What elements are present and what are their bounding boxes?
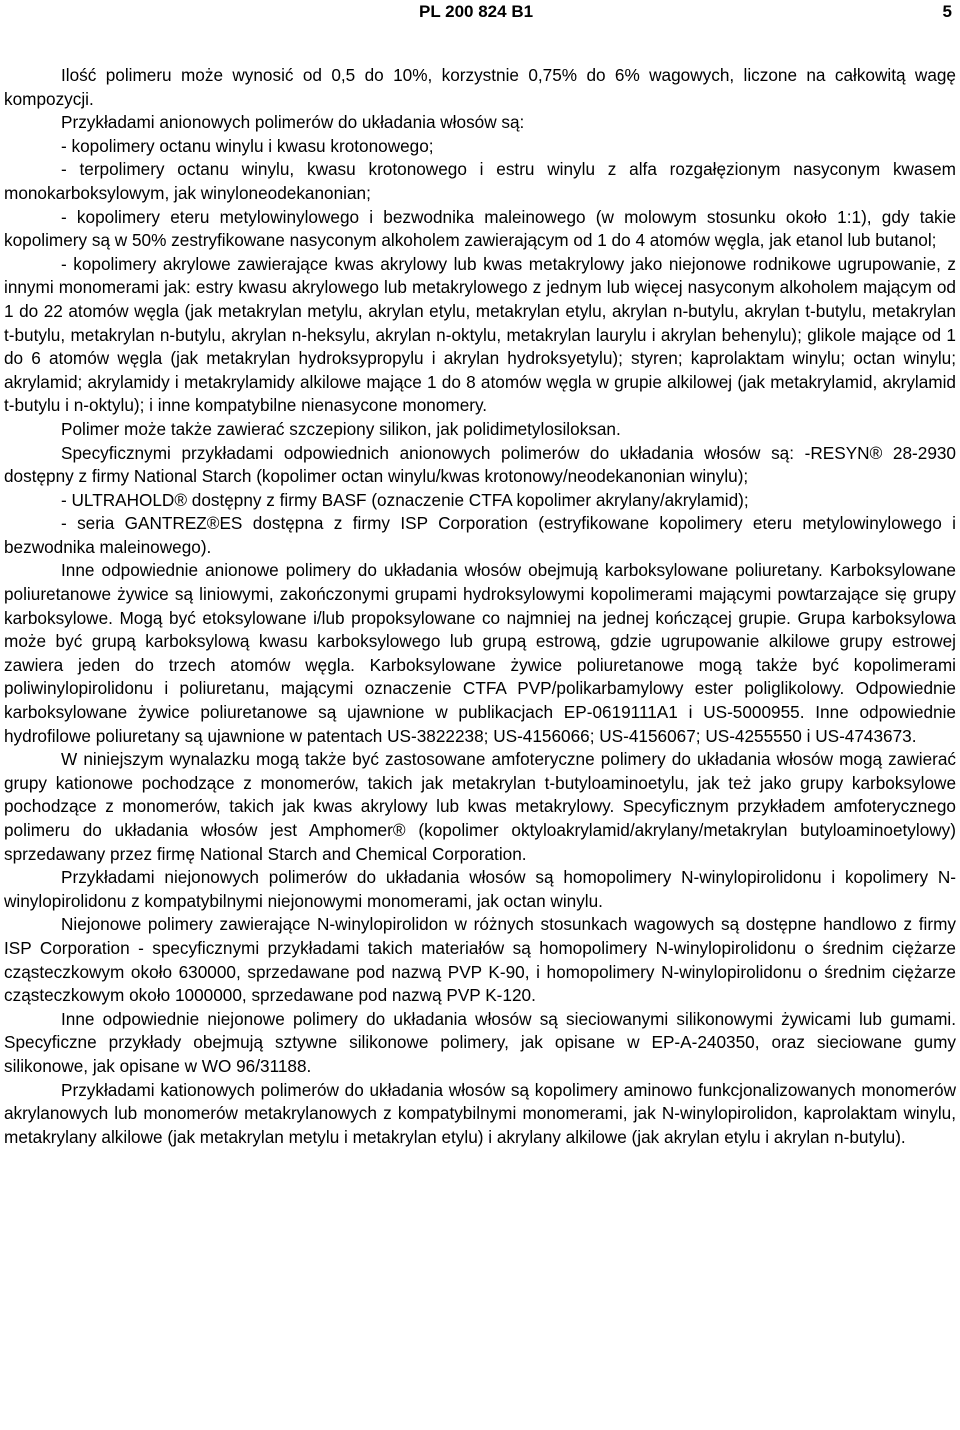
paragraph: Inne odpowiednie anionowe polimery do układania włosów obejmują karboksylowane poliuretany. Karboksylowane poliuretanowe żywice są liniowymi, zakończonymi grupami hydroksylowymi kopolimerami mającymi powtarzające się grupy karboksylowe. Mogą być etoksylowane i/lub propoksylowane co najmniej na jednej kończącej grupie. Grupa karboksylowa może być grupą karboksylową kwasu karboksylowego lub grupą estrową, gdzie ugrupowanie alkilowe grupy estrowej zawiera jeden do trzech atomów węgla. Karboksylowane żywice poliuretanowe mogą także być kopolimerami poliwinylopirolidonu i poliuretanu, mającymi oznaczenie CTFA PVP/polikarbamylowy ester poliglikolowy. Odpowiednie karboksylowane żywice poliuretanowe są ujawnione w publikacjach EP-0619111A1 i US-5000955. Inne odpowiednie hydrofilowe poliuretany są ujawnione w patentach US-3822238; US-4156066; US-4156067; US-4255550 i US-4743673. [4, 560, 956, 746]
page-number: 5 [942, 2, 952, 21]
paragraph: Polimer może także zawierać szczepiony silikon, jak polidimetylosiloksan. [61, 418, 621, 439]
paragraph: Przykładami anionowych polimerów do układania włosów są: [61, 112, 525, 133]
list-item: - ULTRAHOLD® dostępny z firmy BASF (oznaczenie CTFA kopolimer akrylany/akrylamid); [61, 489, 749, 510]
paragraph: Ilość polimeru może wynosić od 0,5 do 10%, korzystnie 0,75% do 6% wagowych, liczone na całkowitą wagę kompozycji. [4, 65, 956, 109]
document-body [4, 64, 956, 1149]
paragraph: Przykładami niejonowych polimerów do układania włosów są homopolimery N-winylopirolidonu i kopolimery N-winylopirolidonu z kompatybilnymi niejonowymi monomerami, jak octan winylu. [4, 867, 956, 911]
paragraph: W niniejszym wynalazku mogą także być zastosowane amfoteryczne polimery do układania włosów mogą zawierać grupy kationowe pochodzące z monomerów, takich jak metakrylan t-butyloaminoetylu, jak też jako grupy karboksylowe pochodzące z monomerów, takich jak kwas akrylowy lub kwas metakrylowy. Specyficznym przykładem amfoterycznego polimeru do układania włosów jest Amphomer® (kopolimer oktyloakrylamid/akrylany/metakrylan butyloaminoetylowy) sprzedawany przez firmę National Starch and Chemical Corporation. [4, 749, 956, 864]
page-header [4, 2, 952, 26]
list-item: - terpolimery octanu winylu, kwasu krotonowego i estru winylu z alfa rozgałęzionym nasyconym kwasem monokarboksylowym, jak winyloneodekanonian; [4, 159, 956, 203]
document-id: PL 200 824 B1 [419, 2, 534, 21]
list-item: - kopolimery akrylowe zawierające kwas akrylowy lub kwas metakrylowy jako niejonowe rodnikowe ugrupowanie, z innymi monomerami jak: estry kwasu akrylowego lub metakrylowego z jednym lub więcej nasyconym alkoholem mającym od 1 do 22 atomów węgla (jak metakrylan metylu, akrylan etylu, metakrylan etylu, akrylan n-butylu, akrylan t-butylu, metakrylan t-butylu, metakrylan n-butylu, akrylan n-heksylu, akrylan n-oktylu, metakrylan laurylu i akrylan behenylu); glikole mające od 1 do 6 atomów węgla (jak metakrylan hydroksypropylu i akrylan hydroksyetylu); styren; kaprolaktam winylu; octan winylu; akrylamid; akrylamidy i metakrylamidy alkilowe mające 1 do 8 atomów węgla w grupie alkilowej (jak metakrylamid, akrylamid t-butylu i n-oktylu); i inne kompatybilne nienasycone monomery. [4, 253, 956, 416]
paragraph: Specyficznymi przykładami odpowiednich anionowych polimerów do układania włosów są: -RESYN® 28-2930 dostępny z firmy National Starch (kopolimer octan winylu/kwas krotonowy/neodekanonian winylu); [4, 442, 956, 487]
list-item: - kopolimery octanu winylu i kwasu krotonowego; [61, 135, 434, 156]
paragraph: Przykładami kationowych polimerów do układania włosów są kopolimery aminowo funkcjonalizowanych monomerów akrylanowych lub monomerów metakrylanowych z kompatybilnymi monomerami, jak N-winylopirolidon, kaprolaktam winylu, metakrylany alkilowe (jak metakrylan metylu i metakrylan etylu) i akrylany alkilowe (jak akrylan etylu i akrylan n-butylu). [4, 1079, 956, 1147]
list-item: - seria GANTREZ®ES dostępna z firmy ISP Corporation (estryfikowane kopolimery eteru metylowinylowego i bezwodnika maleinowego). [4, 513, 956, 557]
paragraph: Inne odpowiednie niejonowe polimery do układania włosów są sieciowanymi silikonowymi żywicami lub gumami. Specyficzne przykłady obejmują sztywne silikonowe polimery, jak opisane w EP-A-240350, oraz sieciowane gumy silikonowe, jak opisane w WO 96/31188. [4, 1008, 956, 1076]
list-item: - kopolimery eteru metylowinylowego i bezwodnika maleinowego (w molowym stosunku około 1:1), gdy takie kopolimery są w 50% zestryfikowane nasyconym alkoholem zawierającym od 1 do 4 atomów węgla, jak etanol lub butanol; [4, 206, 956, 251]
paragraph: Niejonowe polimery zawierające N-winylopirolidon w różnych stosunkach wagowych są dostępne handlowo z firmy ISP Corporation - specyficznymi przykładami takich materiałów są homopolimery N-winylopirolidonu o średnim ciężarze cząsteczkowym około 630000, sprzedawane pod nazwą PVP K-90, i homopolimery N-winylopirolidonu o średnim ciężarze cząsteczkowym około 1000000, sprzedawane pod nazwą PVP K-120. [4, 914, 956, 1006]
